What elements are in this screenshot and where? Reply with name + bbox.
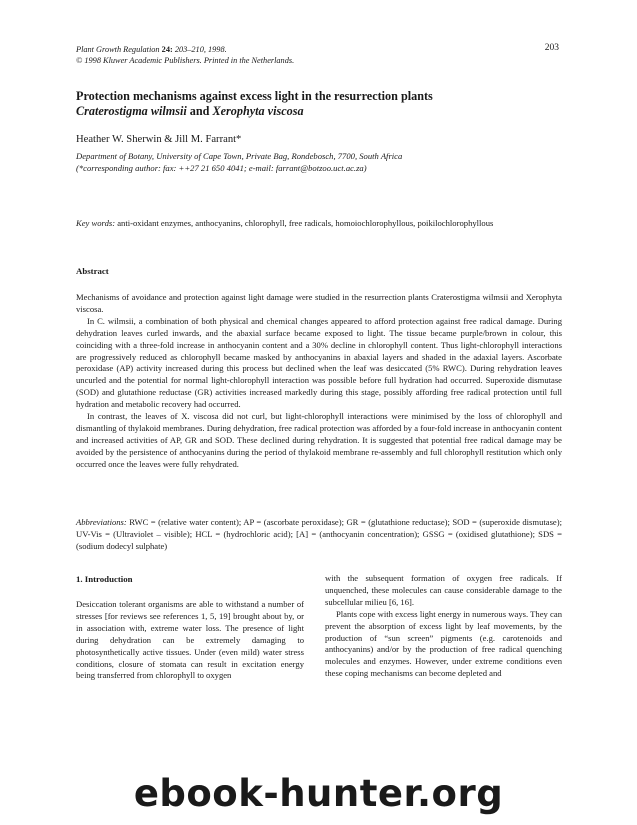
abstract-body <box>76 292 562 471</box>
journal-volume: 24: <box>161 45 173 54</box>
keywords <box>76 217 562 229</box>
corresponding-author: (*corresponding author: fax: ++27 21 650 4041; e-mail: farrant@botzoo.uct.ac.za) <box>76 163 367 173</box>
journal-name: Plant Growth Regulation <box>76 45 160 54</box>
introduction-column-right <box>325 573 562 680</box>
running-header <box>76 44 294 66</box>
affiliation-line: Department of Botany, University of Cape Town, Private Bag, Rondebosch, 7700, South Africa <box>76 151 403 161</box>
keywords-label: Key words: <box>76 218 116 228</box>
page-number: 203 <box>544 43 559 53</box>
introduction-heading: 1. Introduction <box>76 574 133 584</box>
keywords-text: anti-oxidant enzymes, anthocyanins, chlorophyll, free radicals, homoiochlorophyllous, poikilochlorophyllous <box>117 218 494 228</box>
title-species-2: Xerophyta viscosa <box>212 104 304 118</box>
paper-title <box>76 89 576 119</box>
abstract-paragraph-3: In contrast, the leaves of X. viscosa did not curl, but light-chlorophyll interactions were minimised by the loss of chlorophyll and dismantling of thylakoid membranes. During dehydration, free radical protection was afforded by a four-fold increase in anthocyanin content and increased activities of AP, GR and SOD. These declined during rehydration. It is suggested that potential free radical damage may be avoided by the persistence of anthocyanins during the period of thylakoid membrane re-assembly and full chlorophyll restitution which only occurred once the leaves were fully rehydrated. <box>76 411 562 469</box>
title-and: and <box>189 104 210 118</box>
introduction-column-left: Desiccation tolerant organisms are able to withstand a number of stresses [for reviews see references 1, 5, 19] brought about by, or in association with, extreme water loss. The presence of light during dehydration can be extremely damaging to photosynthetically active tissues. Under (even mild) water stress conditions, closure of stomata can result in excitation energy being transferred from chlorophyll to oxygen <box>76 599 304 681</box>
abstract-paragraph-2: In C. wilmsii, a combination of both physical and chemical changes appeared to afford protection against free radical damage. During dehydration leaves curled inwards, and the abaxial surface became exposed to light. The tissue became purple/brown in colour, this coinciding with a three-fold increase in anthocyanin content and a 30% decline in chlorophyll content. Thus light-chlorophyll interactions are progressively reduced as chlorophyll became masked by anthocyanins in abaxial layers and shaded in the adaxial layers. Ascorbate peroxidase (AP) activity increased during this process but declined when the leaf was desiccated (5% RWC). During rehydration leaves uncurled and the potential for normal light-chlorophyll interaction was possible before full hydration had occurred. Superoxide dismutase (SOD) and glutathione reductase (GR) activities increased markedly during this stage, possibly affording free radical protection until full hydration and metabolic recovery had occurred. <box>76 315 562 410</box>
copyright-line: © 1998 Kluwer Academic Publishers. Printed in the Netherlands. <box>76 56 295 65</box>
abstract-paragraph-1: Mechanisms of avoidance and protection against light damage were studied in the resurrection plants Craterostigma wilmsii and Xerophyta viscosa. <box>76 292 562 314</box>
journal-pages: 203–210, 1998. <box>174 45 227 54</box>
author-list: Heather W. Sherwin & Jill M. Farrant* <box>76 134 242 145</box>
introduction-paragraph: with the subsequent formation of oxygen free radicals. If unquenched, these molecules can cause considerable damage to the subcellular milieu [6, 16]. <box>325 573 562 607</box>
title-species-1: Craterostigma wilmsii <box>76 104 187 118</box>
affiliation <box>76 150 576 174</box>
watermark-text: ebook-hunter.org <box>133 772 504 815</box>
abstract-heading: Abstract <box>76 266 109 276</box>
abbreviations <box>76 517 562 553</box>
title-line-1: Protection mechanisms against excess light in the resurrection plants <box>76 89 433 103</box>
abbreviations-label: Abbreviations: <box>76 517 127 527</box>
abbreviations-text: RWC = (relative water content); AP = (ascorbate peroxidase); GR = (glutathione reductase); SOD = (superoxide dismutase); UV-Vis = (Ultraviolet – visible); HCL = (hydrochloric acid); [A] = (anthocyanin concentration); GSSG = (oxidised glutathione); SDS = (sodium dodecyl sulphate) <box>76 517 562 551</box>
introduction-paragraph: Plants cope with excess light energy in numerous ways. They can prevent the absorption of excess light by leaf movements, by the production of “sun screen” pigments (e.g. carotenoids and anthocyanins) and/or by the production of free radical quenching molecules and enzymes. However, under extreme conditions even these coping mechanisms can become depleted and <box>325 608 562 679</box>
